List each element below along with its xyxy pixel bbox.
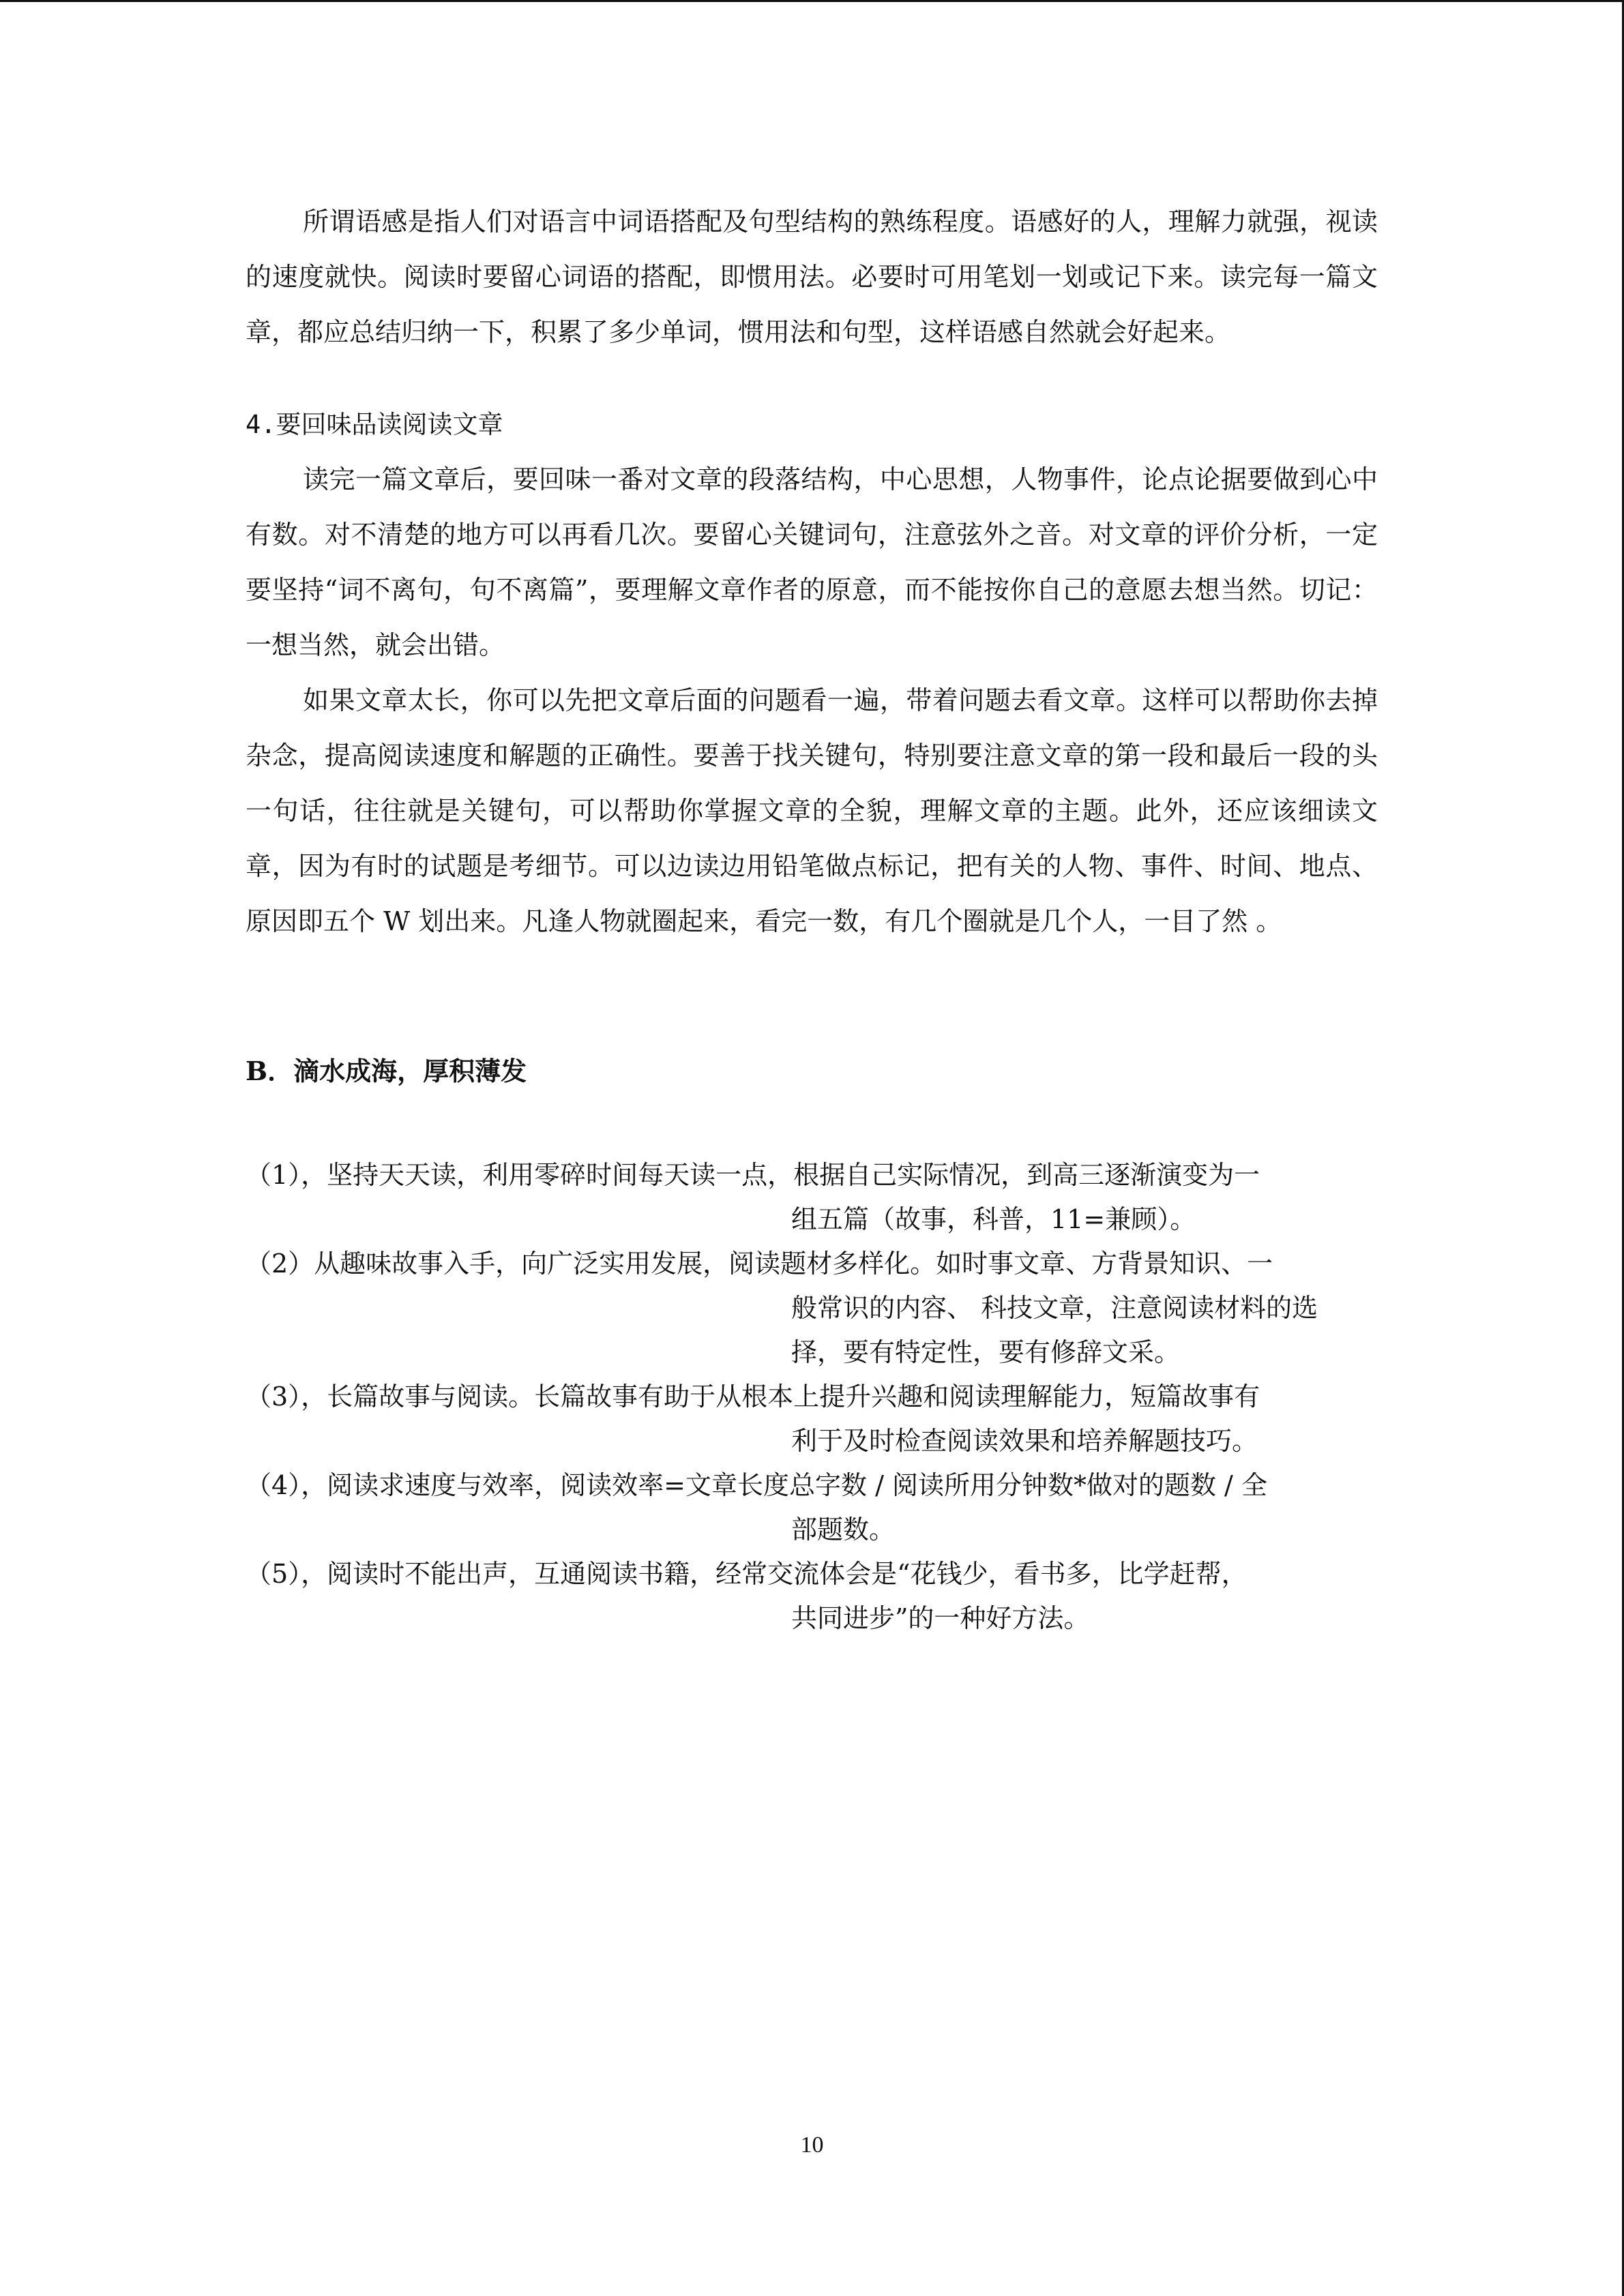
section-4-paragraph-2: 如果文章太长，你可以先把文章后面的问题看一遍，带着问题去看文章。这样可以帮助你去掉杂念，提高阅读速度和解题的正确性。要善于找关键句，特别要注意文章的第一段和最后一段的头一句话，往往就是关键句，可以帮助你掌握文章的全貌，理解文章的主题。此外，还应该细读文章，因为有时的试题是考细节。可以边读边用铅笔做点标记，把有关的人物、事件、时间、地点、原因即五个 W 划出来。凡逢人物就圈起来，看完一数，有几个圈就是几个人，一目了然 。 [246, 685, 1378, 936]
list-item-1 [246, 1153, 1378, 1242]
section-4-heading: 4.要回味品读阅读文章 [246, 410, 503, 439]
page-content [246, 194, 1378, 1641]
section-b-list [246, 1153, 1378, 1641]
list-item-5 [246, 1552, 1378, 1641]
section-b-heading: B．滴水成海，厚积薄发 [246, 1056, 527, 1086]
list-item-5-line: （5），阅读时不能出声，互通阅读书籍，经常交流体会是“花钱少，看书多，比学赶帮， [246, 1559, 1247, 1589]
section-4-paragraph-1: 读完一篇文章后，要回味一番对文章的段落结构，中心思想，人物事件，论点论据要做到心中有数。对不清楚的地方可以再看几次。要留心关键词句，注意弦外之音。对文章的评价分析，一定要坚持“词不离句，句不离篇”，要理解文章作者的原意，而不能按你自己的意愿去想当然。切记：一想当然，就会出错。 [246, 464, 1378, 660]
list-item-3-continuation: 利于及时检查阅读效果和培养解题技巧。 [791, 1426, 1258, 1456]
list-item-2-continuation-2: 择，要有特定性，要有修辞文采。 [791, 1337, 1181, 1367]
list-item-5-continuation: 共同进步”的一种好方法。 [791, 1603, 1090, 1633]
list-item-2-line: （2）从趣味故事入手，向广泛实用发展，阅读题材多样化。如时事文章、方背景知识、一 [246, 1249, 1273, 1279]
list-item-2 [246, 1242, 1378, 1375]
list-item-3 [246, 1375, 1378, 1463]
list-item-2-continuation-1: 般常识的内容、 科技文章，注意阅读材料的选 [791, 1293, 1318, 1323]
list-item-4-line: （4），阅读求速度与效率，阅读效率=文章长度总字数 / 阅读所用分钟数*做对的题数 / 全 [246, 1470, 1267, 1500]
list-item-1-line: （1），坚持天天读，利用零碎时间每天读一点，根据自己实际情况，到高三逐渐演变为一 [246, 1160, 1260, 1190]
list-item-3-line: （3），长篇故事与阅读。长篇故事有助于从根本上提升兴趣和阅读理解能力，短篇故事有 [246, 1382, 1260, 1412]
list-item-4-continuation: 部题数。 [791, 1515, 896, 1545]
page-border-top [0, 0, 1624, 2]
intro-paragraph: 所谓语感是指人们对语言中词语搭配及句型结构的熟练程度。语感好的人，理解力就强，视读的速度就快。阅读时要留心词语的搭配，即惯用法。必要时可用笔划一划或记下来。读完每一篇文章，都应总结归纳一下，积累了多少单词，惯用法和句型，这样语感自然就会好起来。 [246, 207, 1378, 347]
list-item-4 [246, 1463, 1378, 1552]
list-item-1-continuation: 组五篇（故事，科普，11=兼顾）。 [791, 1204, 1196, 1234]
page-number: 10 [800, 2132, 824, 2158]
